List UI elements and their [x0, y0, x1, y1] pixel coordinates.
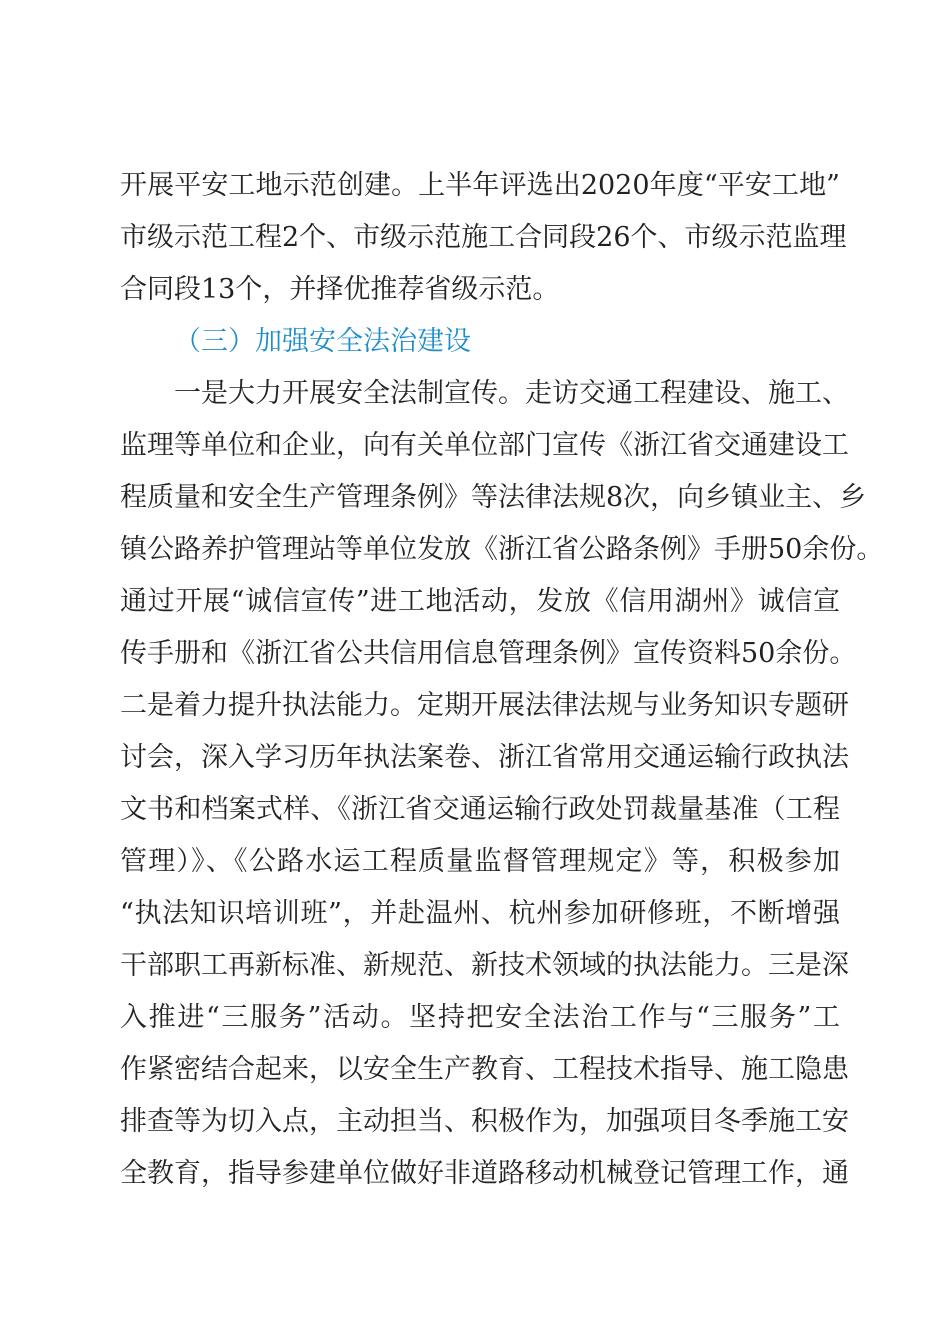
- body-line: 管理）》、《公路水运工程质量监督管理规定》等，积极参加: [120, 846, 840, 877]
- body-line: 镇公路养护管理站等单位发放《浙江省公路条例》手册50余份。: [120, 534, 884, 565]
- body-line: 一是大力开展安全法制宣传。走访交通工程建设、施工、: [174, 378, 849, 409]
- body-line: 作紧密结合起来，以安全生产教育、工程技术指导、施工隐患: [120, 1054, 849, 1085]
- body-line: 入推进“三服务”活动。坚持把安全法治工作与“三服务”工: [120, 1002, 840, 1033]
- document-body: [120, 160, 884, 1200]
- body-line: 文书和档案式样、《浙江省交通运输行政处罚裁量基准（工程: [120, 794, 840, 825]
- body-line: 程质量和安全生产管理条例》等法律法规8次，向乡镇业主、乡: [120, 482, 867, 513]
- body-line: 传手册和《浙江省公共信用信息管理条例》宣传资料50余份。: [120, 638, 857, 669]
- body-line: 市级示范工程2个、市级示范施工合同段26个、市级示范监理: [120, 222, 847, 253]
- body-line: 开展平安工地示范创建。上半年评选出2020年度“平安工地”: [120, 170, 840, 201]
- section-heading: （三）加强安全法治建设: [174, 326, 471, 357]
- body-line: 干部职工再新标准、新规范、新技术领域的执法能力。三是深: [120, 950, 849, 981]
- body-line: 二是着力提升执法能力。定期开展法律法规与业务知识专题研: [120, 690, 849, 721]
- body-line: 全教育，指导参建单位做好非道路移动机械登记管理工作，通: [120, 1158, 849, 1189]
- body-line: 合同段13个，并择优推荐省级示范。: [120, 274, 560, 305]
- body-line: 讨会，深入学习历年执法案卷、浙江省常用交通运输行政执法: [120, 742, 849, 773]
- body-line: 排查等为切入点，主动担当、积极作为，加强项目冬季施工安: [120, 1106, 849, 1137]
- body-line: 通过开展“诚信宣传”进工地活动，发放《信用湖州》诚信宣: [120, 586, 840, 617]
- body-line: “执法知识培训班”，并赴温州、杭州参加研修班，不断增强: [120, 898, 840, 929]
- body-line: 监理等单位和企业，向有关单位部门宣传《浙江省交通建设工: [120, 430, 849, 461]
